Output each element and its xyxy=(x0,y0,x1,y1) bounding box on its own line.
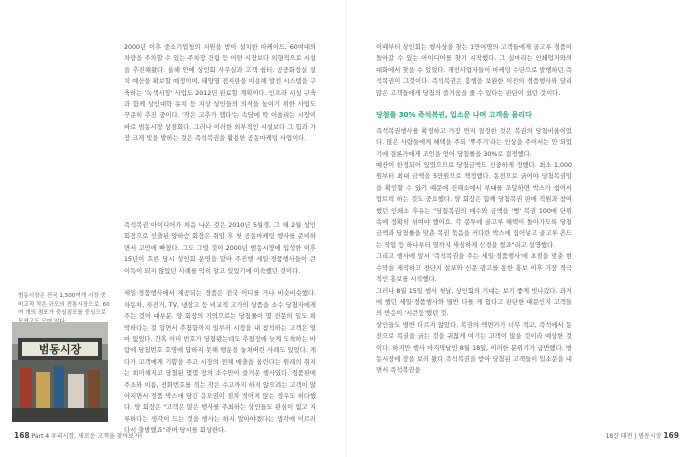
photo-caption: 범동시장은 전국 1,500여개 시장 중 비교적 작은 규모의 전통시장으로, 60여 개의 점포가 중심점포를 중심으로 xyxy=(18,293,110,317)
market-entrance-image xyxy=(12,322,108,422)
right-paragraph-5: 그러나 8월 15일 행사 첫날, 상인회의 기대는 보기 좋게 빗나갔다. 과거에 했던 세일·경품행사와 별반 다를 게 없다고 판단한 때문인지 고객들의 반응이 '시큰둥'했던 것. xyxy=(376,287,572,318)
right-footer xyxy=(605,431,679,440)
part-label: Part 4 우리시장, 새로운 고객을 찾아보자! xyxy=(31,433,143,440)
left-paragraph-1: 2000년 이후 중소기업청의 지원을 받아 설치한 아케이드, 60여대의 차량을 주차할 수 있는 주차장 건립 등 어떤 시장보다 외형적으로 시설을 추진해왔다. 올해 안에 상인회 사무실과 고객 쉼터, 공중화장실 설치 예산을 확보할 예정이며, 태양열 전지판을 이용해 발전 시스템을 구축하는 '녹색시장' 사업도 2012년 완료할 계획이다. 인프라 시설 구축과 함께 상인대학 유치 등 지상 상인들의 의식을 높이기 위한 사업도 꾸준히 추진 중이다. '작은 고추가 맵다'는 속담에 딱 어울리는 시장이 바로 범동시장 상점회다. 그러나 이러한 외부적인 시설보다 그 힘과 가장 크게 빛을 발하는 것은 즉석복권을 활용한 공동마케팅 사업이다. xyxy=(124,44,316,143)
right-paragraph-4: 그리고 행사에 앞서 '즉석복권을 주는 세일·경품행사'에 초점을 맞춘 현수막을 제작하고 전단지 살포와 신문 광고를 통한 홍보 이후 가장 적극적인 홍보를 시작했다. xyxy=(376,253,572,284)
page-gutter xyxy=(346,0,347,457)
section-heading: 당첨률 30% 즉석복권, 입소문 나며 고객을 몰리다 xyxy=(376,111,532,120)
left-footer xyxy=(14,431,142,440)
left-paragraph-3: 세일·경품행사에서 제공되는 경품은 전국 어디를 가나 비슷비슷했다. 자동차, 자전거, TV, 냉장고 등 비교적 고가의 상품을 소수 당첨자에게 주는 것이 대부분. 양 회장의 기억으로는 당첨률이 몇 전문의 일도 희박하다는 걸 알면서 추첨함까지 일부러 시장을 내 참석하는 고객은 얼마 없었다. 간혹 이미 번호가 당첨됐는데도 추첨장에 늦게 도착하는 바람에 당첨번호 호명에 답하지 못해 행운을 놓쳐버린 사례도 있었다. 게다가 고객에게 기쁨을 주고 시장의 전체 매출을 올린다는 원래의 취지는 희미해지고 당첨된 몇몇 장의 소수만이 즐거운 행사였다. 경품판매 주소와 이름, 전화번호를 적는 작은 수고까지 하지 않으려는 고객이 많아지면서 경품 박스에 담긴 응모권이 점차 적어져 않는 경우도 허다했다. 양 회장은 "고객은 많은 행사를 주최하는 상인들도 관심이 없고 지루하다는 생각이 드는 것을 행사는 하지 말아야겠다는 생각에 이르러 다시 출발했죠"라며 당시를 회상한다. xyxy=(124,290,316,435)
left-body-column-lower xyxy=(124,220,316,437)
market-photo xyxy=(12,322,108,422)
right-paragraph-6: 상인들도 별반 다르지 않았다. 복권의 액면가가 너무 적고, 즉석에서 동전으로 복권을 긁는 것을 귀찮게 여기는 고객이 많을 것이라 예상한 것이다. 하지만 행사 마지막날인 8월 18일, 이러한 분위기가 급반했다. 범동시장에 장을 보러 왔다 즉석복권을 받아 당첨된 고객들이 입소문을 내면서 즉석복권을 xyxy=(376,321,572,375)
right-paragraph-2: 즉석복권행사를 확정하고 가장 먼저 결정한 것은 복권의 당첨비율이었다. 많은 사람들에게 혜택을 주되 '뿌주기'라는 인상을 주어서는 안 되었기에 결론가에게 조언을 얻어 당첨률을 30%로 결정했다. xyxy=(376,127,572,158)
left-page-number: 168 xyxy=(14,431,30,440)
right-paragraph-3: 예산이 한정되어 있었으므로 당첨금액도 신중하게 정했다. 최소 1,000원부터 최대 금액을 5만원으로 책정했다. 동전으로 긁어야 당첨복권임을 확인할 수 있기 때문에 진해소에서 부대를 조달하면 박스가 쉽어서 업트릭 하는 것도 중요했다. 양 회장은 함께 당첨복권 판매 직원과 참여했던 인쇄소 후유는 "당첨복권의 매수와 금액을 '뻥' 복권 100매 단위 속에 정확히 섞여야 했어요. 각 봉투에 골고루 혜택이 돌아가도록 당첨금액과 당첨률을 맞춘 복권 묶음을 커다란 박스에 집어넣고 골고루 흔드는 작업 등 하나부터 열까지 세심하게 신경을 썼죠"라고 설명했다. xyxy=(376,162,572,249)
chapter-label: 18장 대전 | 범동시장 xyxy=(605,433,662,440)
right-body-column xyxy=(376,42,572,377)
right-paragraph-1: 이때부터 상인회는 행사상을 찾는 1만여명의 고객들에게 골고루 경품이 돌아갈 수 있는 아이디어를 찾기 시작했다. 그 실마리는 인쇄업자와의 대화에서 찾을 수 있었다. 개인사업자들이 마케팅 수단으로 발행하던 즉석복권이 그것이다. 즉석복권은 흥행을 보완한 이전의 경품행사와 달리 많은 고객들에게 당첨의 즐거움을 줄 수 있다는 판단이 섰던 것이다. xyxy=(376,44,572,97)
left-body-column xyxy=(124,42,316,156)
market-sign-text: 범동시장 xyxy=(38,343,82,356)
right-page-number: 169 xyxy=(663,431,679,440)
left-paragraph-2: 즉석복권 아이디어가 처음 나온 것은 2010년 5월경, 그 해 2월 상인회장으로 선출된 양하승 회장은 취임 후 첫 공동마케팅 행사를 준비하면서 고민에 빠졌다. 그도 그럴 것이 2000년 범동시장에 입성한 이후 15년이 흐른 당시 상인회 운영을 맡아 주진행 세일·경품행사들이 큰 이득이 되지 않았던 사례를 익히 알고 있었기에 미숙했던 것이다. xyxy=(124,222,316,275)
